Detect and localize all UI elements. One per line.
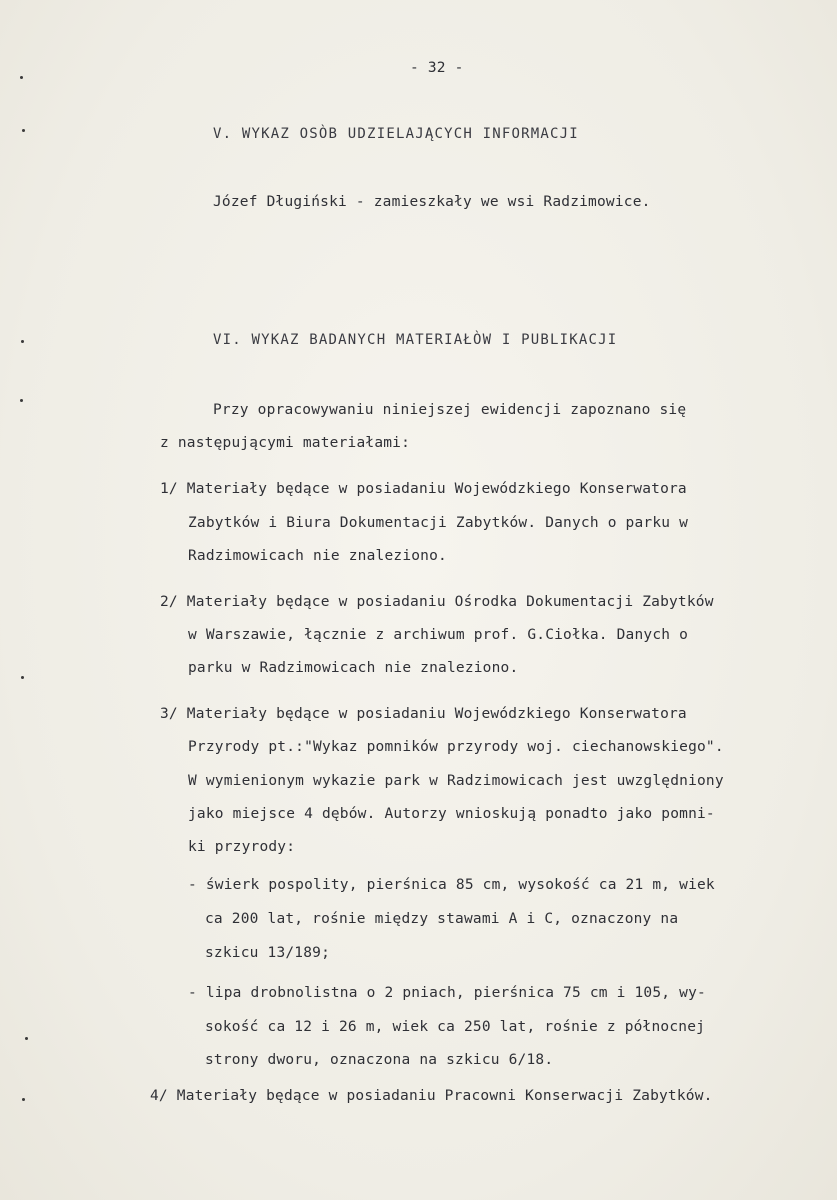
intro-line-2: z następującymi materiałami: [160, 435, 411, 451]
margin-mark [22, 129, 25, 132]
item-3-line-5: ki przyrody: [188, 839, 296, 855]
section-5-heading: V. WYKAZ OSÒB UDZIELAJĄCYCH INFORMACJI [213, 126, 579, 142]
page-number: - 32 - [410, 60, 464, 76]
bullet-1-line-2: ca 200 lat, rośnie między stawami A i C, oznaczony na [205, 911, 679, 927]
bullet-1-line-1: - świerk pospolity, pierśnica 85 cm, wysokość ca 21 m, wiek [188, 877, 715, 893]
item-1-line-2: Zabytków i Biura Dokumentacji Zabytków. Danych o parku w [188, 515, 689, 531]
item-3-line-2: Przyrody pt.:"Wykaz pomników przyrody woj. ciechanowskiego". [188, 739, 724, 755]
item-2-line-2: w Warszawie, łącznie z archiwum prof. G.Ciołka. Danych o [188, 627, 689, 643]
informant-line: Józef Długiński - zamieszkały we wsi Radzimowice. [213, 194, 651, 210]
margin-mark [21, 340, 24, 343]
margin-mark [20, 399, 23, 402]
item-2-line-1: 2/ Materiały będące w posiadaniu Ośrodka Dokumentacji Zabytków [160, 594, 714, 610]
item-4-line-1: 4/ Materiały będące w posiadaniu Pracowni Konserwacji Zabytków. [150, 1088, 713, 1104]
bullet-2-line-3: strony dworu, oznaczona na szkicu 6/18. [205, 1052, 554, 1068]
bullet-2-line-2: sokość ca 12 i 26 m, wiek ca 250 lat, rośnie z północnej [205, 1019, 706, 1035]
section-6-heading: VI. WYKAZ BADANYCH MATERIAŁÒW I PUBLIKACJI [213, 332, 618, 348]
item-3-line-3: W wymienionym wykazie park w Radzimowicach jest uwzględniony [188, 773, 724, 789]
item-2-line-3: parku w Radzimowicach nie znaleziono. [188, 660, 519, 676]
intro-line-1: Przy opracowywaniu niniejszej ewidencji zapoznano się [213, 402, 687, 418]
margin-mark [25, 1037, 28, 1040]
bullet-1-line-3: szkicu 13/189; [205, 945, 331, 961]
item-1-line-3: Radzimowicach nie znaleziono. [188, 548, 447, 564]
margin-mark [21, 676, 24, 679]
margin-mark [22, 1098, 25, 1101]
item-3-line-4: jako miejsce 4 dębów. Autorzy wnioskują ponadto jako pomni- [188, 806, 715, 822]
margin-mark [20, 76, 23, 79]
item-3-line-1: 3/ Materiały będące w posiadaniu Wojewódzkiego Konserwatora [160, 706, 687, 722]
bullet-2-line-1: - lipa drobnolistna o 2 pniach, pierśnica 75 cm i 105, wy- [188, 985, 706, 1001]
item-1-line-1: 1/ Materiały będące w posiadaniu Wojewódzkiego Konserwatora [160, 481, 687, 497]
